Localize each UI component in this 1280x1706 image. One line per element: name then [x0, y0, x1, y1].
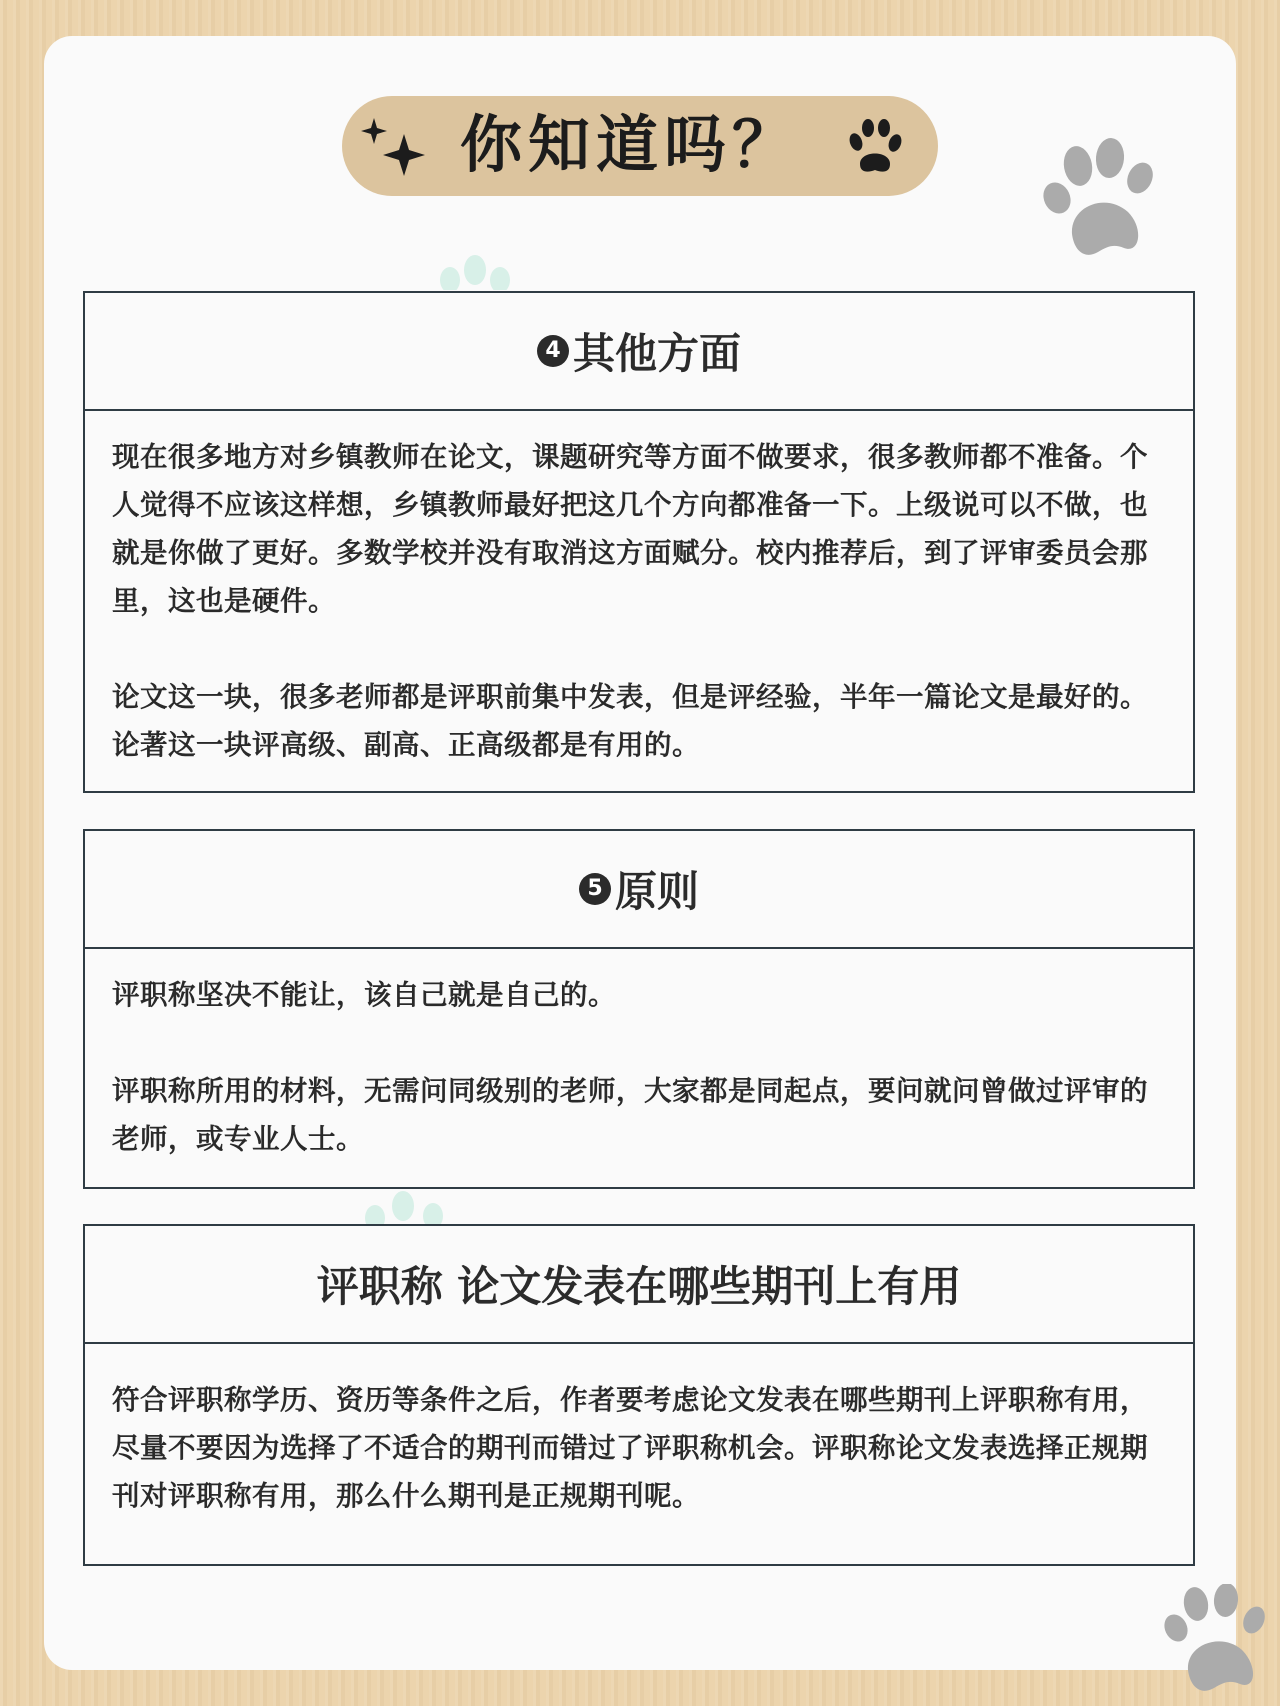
number-badge: 4 — [537, 335, 569, 367]
section-box-other-aspects — [83, 291, 1195, 793]
paragraph: 评职称所用的材料，无需问同级别的老师，大家都是同起点，要问就问曾做过评审的老师，或专业人士。 — [112, 1075, 1148, 1155]
paragraph: 论文这一块，很多老师都是评职前集中发表，但是评经验，半年一篇论文是最好的。论著这一块评高级、副高、正高级都是有用的。 — [112, 681, 1148, 761]
section-heading-text: 评职称 论文发表在哪些期刊上有用 — [316, 1262, 962, 1311]
paragraph: 评职称坚决不能让，该自己就是自己的。 — [112, 979, 616, 1011]
section-box-principles — [83, 829, 1195, 1189]
page-title: 你知道吗？ — [460, 108, 801, 181]
paragraph: 现在很多地方对乡镇教师在论文，课题研究等方面不做要求，很多教师都不准备。个人觉得不应该这样想，乡镇教师最好把这几个方向都准备一下。上级说可以不做，也就是你做了更好。多数学校并没有取消这方面赋分。校内推荐后，到了评审委员会那里，这也是硬件。 — [112, 441, 1148, 617]
section-heading-text: 其他方面 — [572, 329, 741, 378]
number-badge: 5 — [579, 873, 611, 905]
paragraph: 符合评职称学历、资历等条件之后，作者要考虑论文发表在哪些期刊上评职称有用，尽量不要因为选择了不适合的期刊而错过了评职称机会。评职称论文发表选择正规期刊对评职称有用，那么什么期刊是正规期刊呢。 — [112, 1384, 1148, 1512]
section-heading-text: 原则 — [614, 867, 699, 916]
section-heading — [85, 293, 1193, 411]
paw-icon — [1040, 136, 1160, 260]
paw-icon — [1160, 1584, 1270, 1706]
section-heading — [85, 1226, 1193, 1344]
section-heading — [85, 831, 1193, 949]
paw-icon — [846, 118, 902, 178]
section-box-journals — [83, 1224, 1195, 1566]
faint-paw-icon — [355, 1188, 455, 1228]
sparkle-icon — [360, 114, 432, 182]
faint-paw-icon — [430, 250, 520, 290]
